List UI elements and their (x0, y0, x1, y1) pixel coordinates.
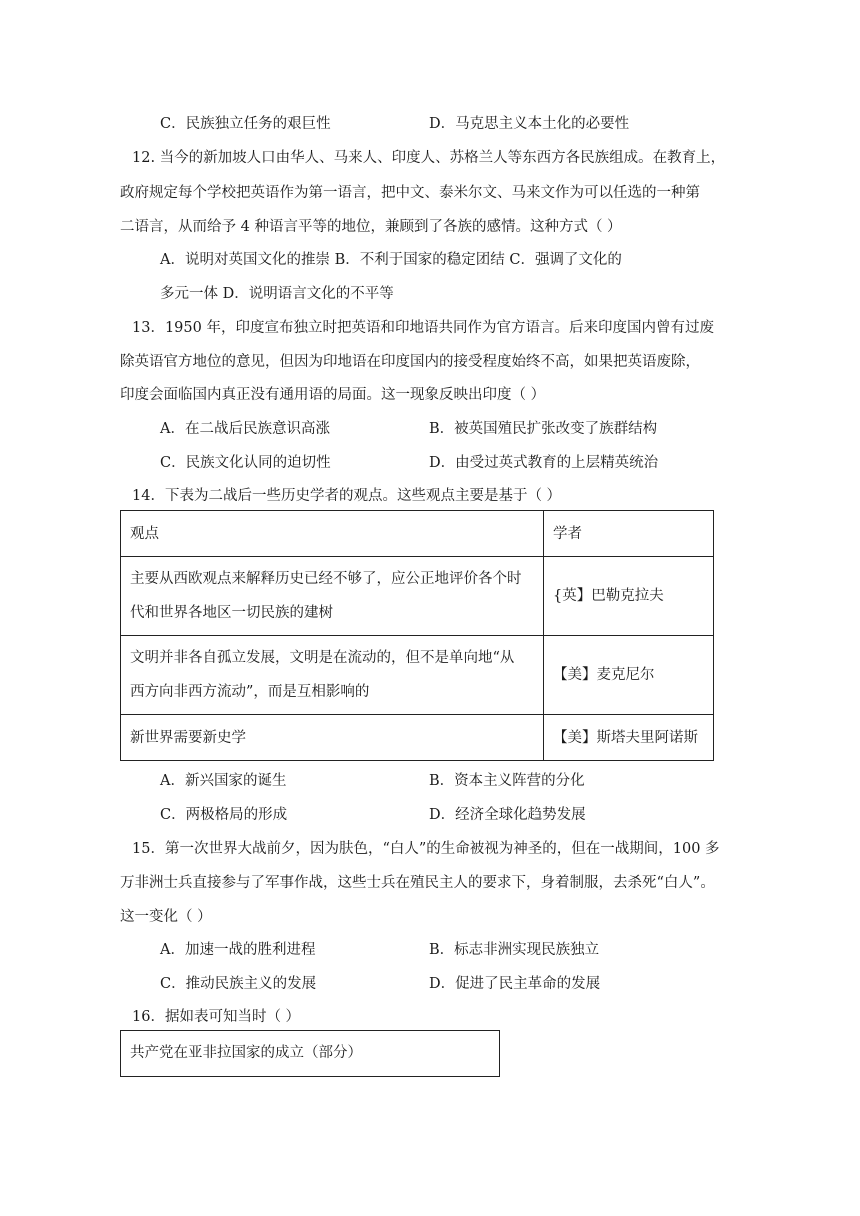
q15-stem-line-1: 15．第一次世界大战前夕，因为肤色，“白人”的生命被视为神圣的，但在一战期间，100 多 (132, 841, 720, 857)
q13-option-c: C．民族文化认同的迫切性 (160, 455, 331, 471)
table-cell-scholar: 【美】麦克尼尔 (544, 636, 714, 715)
table-cell-view-line: 文明并非各自孤立发展，文明是在流动的，但不是单向地“从 (130, 650, 515, 666)
q13-option-b: B．被英国殖民扩张改变了族群结构 (429, 421, 658, 437)
q13-stem-line-3: 印度会面临国内真正没有通用语的局面。这一现象反映出印度（ ） (120, 387, 546, 403)
q12-options-line-1: A．说明对英国文化的推崇 B．不利于国家的稳定团结 C．强调了文化的 (160, 252, 622, 268)
q16-table-title: 共产党在亚非拉国家的成立（部分） (120, 1030, 500, 1077)
q15-option-b: B．标志非洲实现民族独立 (429, 942, 600, 958)
table-cell-view (121, 636, 544, 715)
q15-option-c: C．推动民族主义的发展 (160, 976, 317, 992)
q15-stem-line-3: 这一变化（ ） (120, 909, 212, 925)
q15-stem-line-2: 万非洲士兵直接参与了军事作战，这些士兵在殖民主人的要求下，身着制服，去杀死“白人”。 (120, 875, 715, 891)
q16-stem: 16．据如表可知当时（ ） (132, 1009, 301, 1025)
table-row (121, 636, 714, 715)
table-header-view: 观点 (121, 511, 544, 557)
table-cell-view-line: 代和世界各地区一切民族的建树 (130, 605, 333, 621)
q13-stem-line-2: 除英语官方地位的意见，但因为印地语在印度国内的接受程度始终不高，如果把英语废除， (120, 354, 700, 370)
q14-option-b: B．资本主义阵营的分化 (429, 773, 585, 789)
table-cell-view (121, 557, 544, 636)
q14-stem: 14．下表为二战后一些历史学者的观点。这些观点主要是基于（ ） (132, 488, 562, 504)
q12-stem-line-2: 政府规定每个学校把英语作为第一语言，把中文、泰米尔文、马来文作为可以任选的一种第 (120, 185, 700, 201)
table-row (121, 715, 714, 761)
q13-stem-line-1: 13．1950 年，印度宣布独立时把英语和印地语共同作为官方语言。后来印度国内曾有过废 (132, 320, 714, 336)
table-row (121, 557, 714, 636)
q15-option-d: D．促进了民主革命的发展 (429, 976, 601, 992)
q14-table (120, 510, 714, 761)
q15-option-a: A．加速一战的胜利进程 (160, 942, 316, 958)
q12-stem-line-1: 12. 当今的新加坡人口由华人、马来人、印度人、苏格兰人等东西方各民族组成。在教育上， (132, 150, 726, 166)
table-cell-view-line: 主要从西欧观点来解释历史已经不够了，应公正地评价各个时 (130, 571, 522, 587)
q14-option-d: D．经济全球化趋势发展 (429, 807, 586, 823)
table-cell-scholar: {英】巴勒克拉夫 (544, 557, 714, 636)
table-cell-view: 新世界需要新史学 (121, 715, 544, 761)
q12-options-line-2: 多元一体 D．说明语言文化的不平等 (160, 286, 394, 302)
table-header-scholar: 学者 (544, 511, 714, 557)
q14-option-a: A．新兴国家的诞生 (160, 773, 287, 789)
table-cell-scholar: 【美】斯塔夫里阿诺斯 (544, 715, 714, 761)
table-header-row (121, 511, 714, 557)
q13-option-a: A．在二战后民族意识高涨 (160, 421, 330, 437)
q12-stem-line-3: 二语言，从而给予 4 种语言平等的地位，兼顾到了各族的感情。这种方式（ ） (120, 219, 622, 235)
table-cell-view-line: 西方向非西方流动”，而是互相影响的 (130, 684, 370, 700)
q13-option-d: D．由受过英式教育的上层精英统治 (429, 455, 659, 471)
q11-option-d: D．马克思主义本土化的必要性 (429, 116, 630, 132)
q14-option-c: C．两极格局的形成 (160, 807, 288, 823)
q11-option-c: C．民族独立任务的艰巨性 (160, 116, 331, 132)
